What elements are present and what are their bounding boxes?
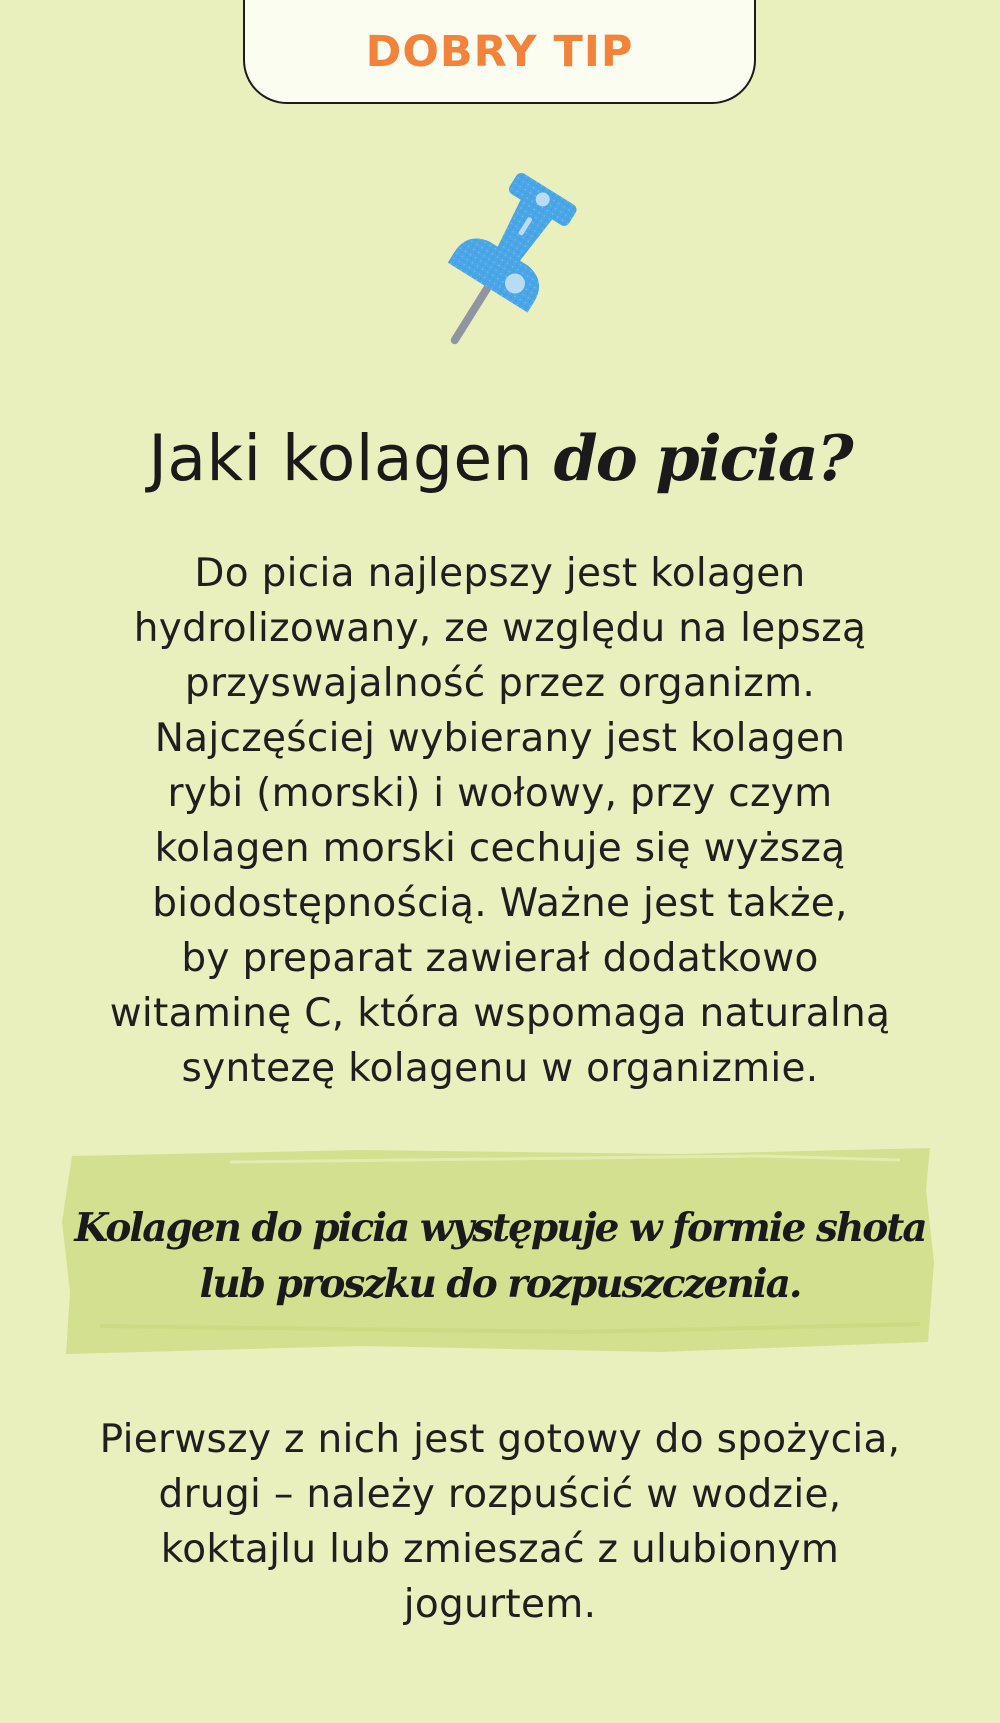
intro-paragraph	[60, 546, 940, 1096]
intro-line: kolagen morski cechuje się wyższą	[154, 826, 846, 871]
intro-line: syntezę kolagenu w organizmie.	[181, 1046, 819, 1091]
outro-paragraph	[60, 1412, 940, 1632]
outro-line: drugi – należy rozpuścić w wodzie,	[158, 1472, 842, 1517]
outro-line: koktajlu lub zmieszać z ulubionym	[160, 1527, 840, 1572]
intro-line: witaminę C, która wspomaga naturalną	[109, 991, 891, 1036]
outro-line: Pierwszy z nich jest gotowy do spożycia,	[99, 1417, 901, 1462]
intro-line: hydrolizowany, ze względu na lepszą	[133, 606, 867, 651]
page-title	[0, 418, 1000, 499]
intro-line: przyswajalność przez organizm.	[184, 661, 816, 706]
title-accent: do picia?	[553, 421, 852, 495]
title-plain: Jaki kolagen	[148, 422, 554, 495]
outro-line: jogurtem.	[403, 1582, 597, 1627]
intro-line: by preparat zawierał dodatkowo	[181, 936, 819, 981]
intro-line: biodostępnością. Ważne jest także,	[152, 881, 848, 926]
intro-line: rybi (morski) i wołowy, przy czym	[167, 771, 833, 816]
tab-label: DOBRY TIP	[365, 27, 634, 77]
highlight-line: Kolagen do picia występuje w formie shota	[74, 1205, 926, 1251]
dobry-tip-tab	[243, 0, 756, 104]
pushpin-icon	[398, 158, 608, 368]
intro-line: Najczęściej wybierany jest kolagen	[154, 716, 846, 761]
highlight-line: lub proszku do rozpuszczenia.	[199, 1261, 801, 1307]
highlight-text	[60, 1200, 940, 1312]
intro-line: Do picia najlepszy jest kolagen	[194, 551, 806, 596]
